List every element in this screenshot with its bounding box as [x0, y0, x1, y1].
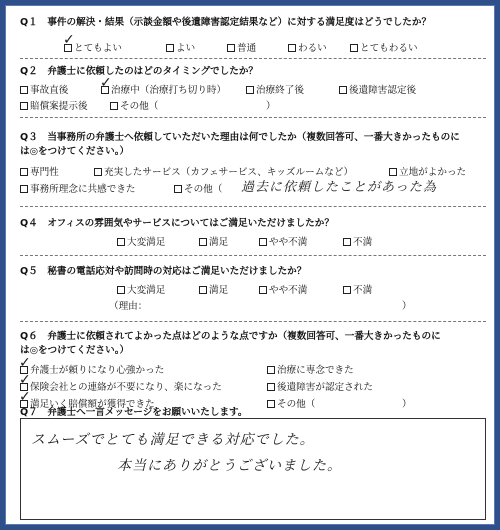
q3-option-philosophy[interactable]: 事務所理念に共感できた: [20, 181, 136, 195]
q5-option-dissatisfied[interactable]: 不満: [343, 282, 372, 296]
q2-option-during-treatment[interactable]: 治療中（治療打ち切り時）: [101, 82, 226, 96]
q5-option-somewhat-dissatisfied[interactable]: やや不満: [259, 282, 307, 296]
q6-option-no-insurer-contact[interactable]: 保険会社との連絡が不要になり、楽になった: [20, 379, 222, 393]
q2-option-after-certification[interactable]: 後遺障害認定後: [339, 82, 416, 96]
q5-reason-close: ）: [402, 301, 412, 312]
survey-sheet: [5, 5, 495, 525]
divider: [20, 58, 486, 59]
q2-option-after-treatment[interactable]: 治療終了後: [246, 82, 304, 96]
q2-other-close: ）: [266, 101, 276, 112]
q4-option-somewhat-dissatisfied[interactable]: やや不満: [259, 234, 307, 248]
q6-option-compensation[interactable]: 満足いく賠償額が獲得できた: [20, 396, 155, 410]
divider: [20, 255, 486, 256]
q7-title: Q７ 弁護士へ一言メッセージをお願いいたします。: [20, 407, 248, 418]
q6-option-other[interactable]: その他（: [267, 396, 315, 410]
q6-title: Q６ 弁護士に依頼されてよかった点はどのような点ですか（複数回答可、一番大きかったものに: [20, 331, 441, 342]
check-mark-icon: ✓: [19, 389, 31, 405]
q7-handwritten-line1: スムーズでとても満足できる対応でした。: [31, 432, 315, 448]
q6-option-focus-treatment[interactable]: 治療に専念できた: [267, 362, 354, 376]
q2-option-other[interactable]: その他（: [110, 98, 158, 112]
q3-title-line2: は◎をつけてください。）: [20, 146, 130, 157]
q6-other-close: ）: [402, 399, 412, 410]
q1-title: Q１ 事件の解決・結果（示談金額や後遺障害認定結果など）に対する満足度はどうでしたか？: [20, 17, 432, 28]
check-mark-icon: ✓: [63, 32, 75, 48]
q3-handwritten-answer: 過去に依頼したことがあった為: [241, 180, 437, 195]
q3-option-expertise[interactable]: 専門性: [20, 164, 59, 178]
q2-title: Q２ 弁護士に依頼したのはどのタイミングでしたか？: [20, 66, 259, 77]
q3-option-other[interactable]: その他（: [174, 181, 222, 195]
divider: [20, 117, 486, 118]
q5-title: Q５ 秘書の電話応対や訪問時の対応はご満足いただけましたか？: [20, 266, 307, 277]
check-mark-icon: ✓: [19, 355, 31, 371]
q1-option-normal[interactable]: 普通: [227, 40, 256, 54]
q4-option-satisfied[interactable]: 満足: [199, 234, 228, 248]
q6-option-reliable[interactable]: 弁護士が頼りになり心強かった: [20, 362, 164, 376]
q4-option-very-satisfied[interactable]: 大変満足: [117, 234, 165, 248]
q3-title: Q３ 当事務所の弁護士へ依頼していただいた理由は何でしたか（複数回答可、一番大きかったものに: [20, 132, 460, 143]
q5-option-satisfied[interactable]: 満足: [199, 282, 228, 296]
q4-option-dissatisfied[interactable]: 不満: [343, 234, 372, 248]
check-mark-icon: ✓: [19, 372, 31, 388]
q1-option-very-bad[interactable]: とてもわるい: [350, 40, 418, 54]
q3-option-services[interactable]: 充実したサービス（カフェサービス、キッズルームなど）: [94, 164, 353, 178]
q4-title: Q４ オフィスの雰囲気やサービスについてはご満足いただけましたか？: [20, 218, 334, 229]
q6-title-line2: は◎をつけてください。）: [20, 345, 130, 356]
q2-option-right-after[interactable]: 事故直後: [20, 82, 68, 96]
q5-option-very-satisfied[interactable]: 大変満足: [117, 282, 165, 296]
q7-handwritten-line2: 本当にありがとうございました。: [117, 458, 342, 474]
q1-option-good[interactable]: よい: [166, 40, 195, 54]
q1-option-bad[interactable]: わるい: [288, 40, 327, 54]
check-mark-icon: ✓: [100, 75, 112, 91]
q2-option-after-offer[interactable]: 賠償案提示後: [20, 98, 88, 112]
q1-option-very-good[interactable]: とてもよい: [64, 40, 122, 54]
q5-reason-label: （理由：: [109, 301, 148, 312]
q6-option-certified[interactable]: 後遺障害が認定された: [267, 379, 373, 393]
divider: [20, 206, 486, 207]
message-box[interactable]: [20, 418, 486, 520]
divider: [20, 321, 486, 322]
q3-option-location[interactable]: 立地がよかった: [389, 164, 466, 178]
